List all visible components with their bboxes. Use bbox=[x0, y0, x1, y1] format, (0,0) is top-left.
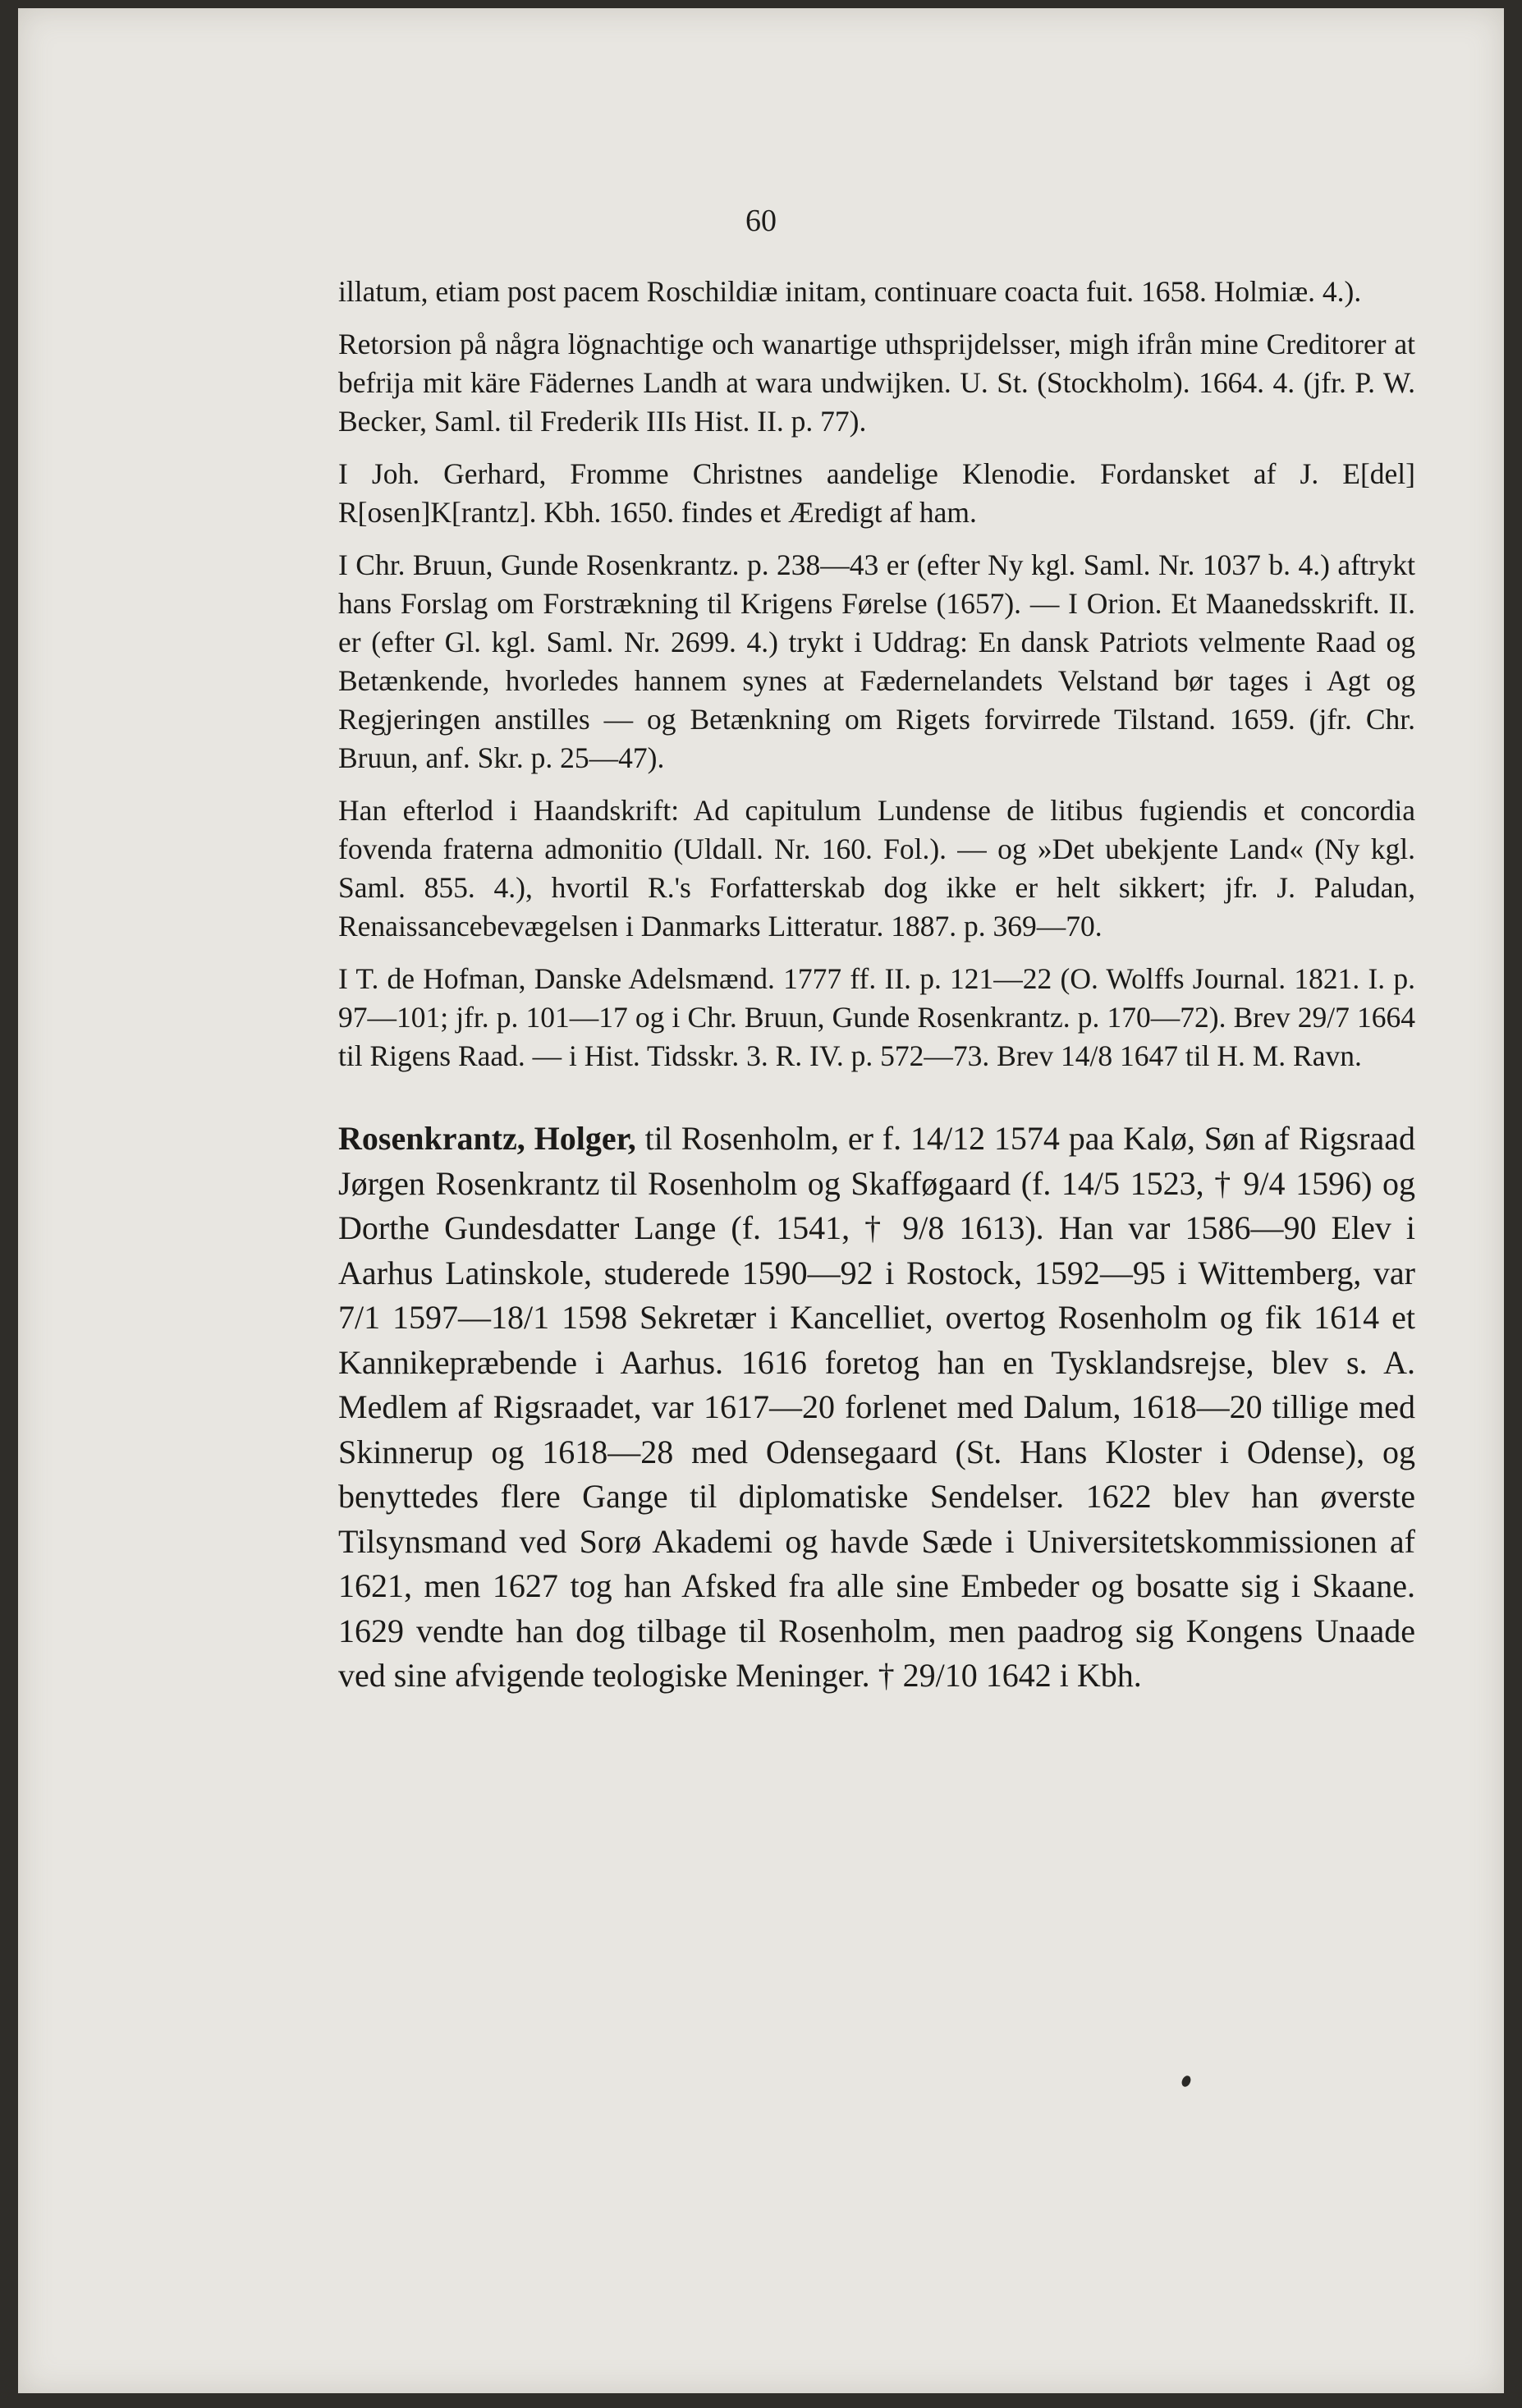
paragraph-5: Han efterlod i Haandskrift: Ad capitulum Lundense de litibus fugiendis et concordia fovenda fraterna admonitio (Uldall. Nr. 160. Fol.). — og »Det ubekjente Land« (Ny kgl. Saml. 855. 4.), hvortil R.'s Forfatterskab dog ikke er helt sikkert; jfr. J. Paludan, Renaissancebevægelsen i Danmarks Litteratur. 1887. p. 369—70. bbox=[338, 794, 1415, 943]
entry-paragraph bbox=[338, 1117, 1415, 1699]
entry-headword: Rosenkrantz, Holger, bbox=[338, 1120, 636, 1157]
page-text bbox=[338, 273, 1415, 1699]
ink-speck bbox=[1180, 2075, 1193, 2089]
entry-body: til Rosenholm, er f. 14/12 1574 paa Kalø, Søn af Rigsraad Jørgen Rosenkrantz til Rosenholm og Skafføgaard (f. 14/5 1523, † 9/4 1596) og Dorthe Gundesdatter Lange (f. 1541, † 9/8 1613). Han var 1586—90 Elev i Aarhus Latinskole, studerede 1590—92 i Rostock, 1592—95 i Wittemberg, var 7/1 1597—18/1 1598 Sekretær i Kancelliet, overtog Rosenholm og fik 1614 et Kannikepræbende i Aarhus. 1616 foretog han en Tysklandsrejse, blev s. A. Medlem af Rigsraadet, var 1617—20 forlenet med Dalum, 1618—20 tillige med Skinnerup og 1618—28 med Odensegaard (St. Hans Kloster i Odense), og benyttedes flere Gange til diplomatiske Sendelser. 1622 blev han øverste Tilsynsmand ved Sorø Akademi og havde Sæde i Universitetskommissionen af 1621, men 1627 tog han Afsked fra alle sine Embeder og bosatte sig i Skaane. 1629 vendte han dog tilbage til Rosenholm, men paadrog sig Kongens Unaade ved sine afvigende teologiske Meninger. † 29/10 1642 i Kbh. bbox=[338, 1120, 1415, 1694]
page-number: 60 bbox=[745, 204, 777, 238]
book-page bbox=[18, 8, 1504, 2393]
paragraph-2: Retorsion på några lögnachtige och wanartige uthsprijdelsser, migh ifrån mine Creditorer at befrija mit käre Fädernes Landh at wara undwijken. U. St. (Stockholm). 1664. 4. (jfr. P. W. Becker, Saml. til Frederik IIIs Hist. II. p. 77). bbox=[338, 328, 1415, 438]
paragraph-6: I T. de Hofman, Danske Adelsmænd. 1777 ff. II. p. 121—22 (O. Wolffs Journal. 1821. I. p. 97—101; jfr. p. 101—17 og i Chr. Bruun, Gunde Rosenkrantz. p. 170—72). Brev 29/7 1664 til Rigens Raad. — i Hist. Tidsskr. 3. R. IV. p. 572—73. Brev 14/8 1647 til H. M. Ravn. bbox=[338, 962, 1415, 1072]
paragraph-1: illatum, etiam post pacem Roschildiæ initam, continuare coacta fuit. 1658. Holmiæ. 4.). bbox=[338, 275, 1362, 308]
paragraph-3: I Joh. Gerhard, Fromme Christnes aandelige Klenodie. Fordansket af J. E[del] R[osen]K[rantz]. Kbh. 1650. findes et Æredigt af ham. bbox=[338, 457, 1415, 529]
paragraph-4: I Chr. Bruun, Gunde Rosenkrantz. p. 238—43 er (efter Ny kgl. Saml. Nr. 1037 b. 4.) aftrykt hans Forslag om Forstrækning til Krigens Førelse (1657). — I Orion. Et Maanedsskrift. II. er (efter Gl. kgl. Saml. Nr. 2699. 4.) trykt i Uddrag: En dansk Patriots velmente Raad og Betænkende, hvorledes hannem synes at Fædernelandets Velstand bør tages i Agt og Regjeringen anstilles — og Betænkning om Rigets forvirrede Tilstand. 1659. (jfr. Chr. Bruun, anf. Skr. p. 25—47). bbox=[338, 548, 1415, 774]
